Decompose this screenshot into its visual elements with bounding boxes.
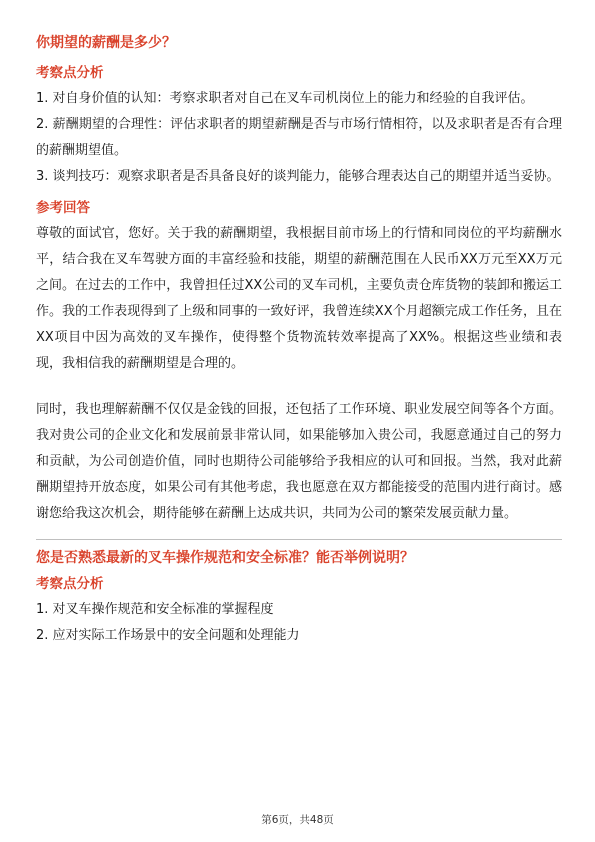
- question-title-safety: 您是否熟悉最新的叉车操作规范和安全标准？能否举例说明？: [36, 550, 414, 566]
- page-content: [36, 33, 562, 649]
- analysis-item: 1. 对叉车操作规范和安全标准的掌握程度: [36, 602, 274, 617]
- page-footer: 第6页，共48页: [261, 814, 334, 826]
- analysis-list: [36, 86, 562, 190]
- answer-paragraph: 尊敬的面试官，您好。关于我的薪酬期望，我根据目前市场上的行情和同岗位的平均薪酬水平，结合我在叉车驾驶方面的丰富经验和技能，期望的薪酬范围在人民币XX万元至XX万元之间。在过去的工作中，我曾担任过XX公司的叉车司机，主要负责仓库货物的装卸和搬运工作。我的工作表现得到了上级和同事的一致好评，我曾连续XX个月超额完成工作任务，且在XX项目中因为高效的叉车操作，使得整个货物流转效率提高了XX%。根据这些业绩和表现，我相信我的薪酬期望是合理的。: [36, 226, 562, 371]
- answer-paragraph: 同时，我也理解薪酬不仅仅是金钱的回报，还包括了工作环境、职业发展空间等各个方面。我对贵公司的企业文化和发展前景非常认同，如果能够加入贵公司，我愿意通过自己的努力和贡献，为公司创造价值，同时也期待公司能够给予我相应的认可和回报。当然，我对此薪酬期望持开放态度，如果公司有其他考虑，我也愿意在双方都能接受的范围内进行商讨。感谢您给我这次机会，期待能够在薪酬上达成共识，共同为公司的繁荣发展贡献力量。: [36, 402, 562, 521]
- section-divider: [36, 539, 562, 540]
- analysis-heading: 考察点分析: [36, 576, 104, 592]
- analysis-item: 2. 应对实际工作场景中的安全问题和处理能力: [36, 628, 300, 643]
- answer-heading: 参考回答: [36, 200, 90, 216]
- analysis-list: [36, 597, 562, 649]
- analysis-item: 3. 谈判技巧：观察求职者是否具备良好的谈判能力，能够合理表达自己的期望并适当妥协。: [36, 169, 560, 184]
- analysis-item: 1. 对自身价值的认知：考察求职者对自己在叉车司机岗位上的能力和经验的自我评估。: [36, 91, 534, 106]
- paragraph-gap: [36, 377, 562, 397]
- analysis-heading: 考察点分析: [36, 65, 104, 81]
- analysis-item: 2. 薪酬期望的合理性：评估求职者的期望薪酬是否与市场行情相符，以及求职者是否有合理的薪酬期望值。: [36, 117, 562, 158]
- question-title-salary: 你期望的薪酬是多少？: [36, 35, 176, 51]
